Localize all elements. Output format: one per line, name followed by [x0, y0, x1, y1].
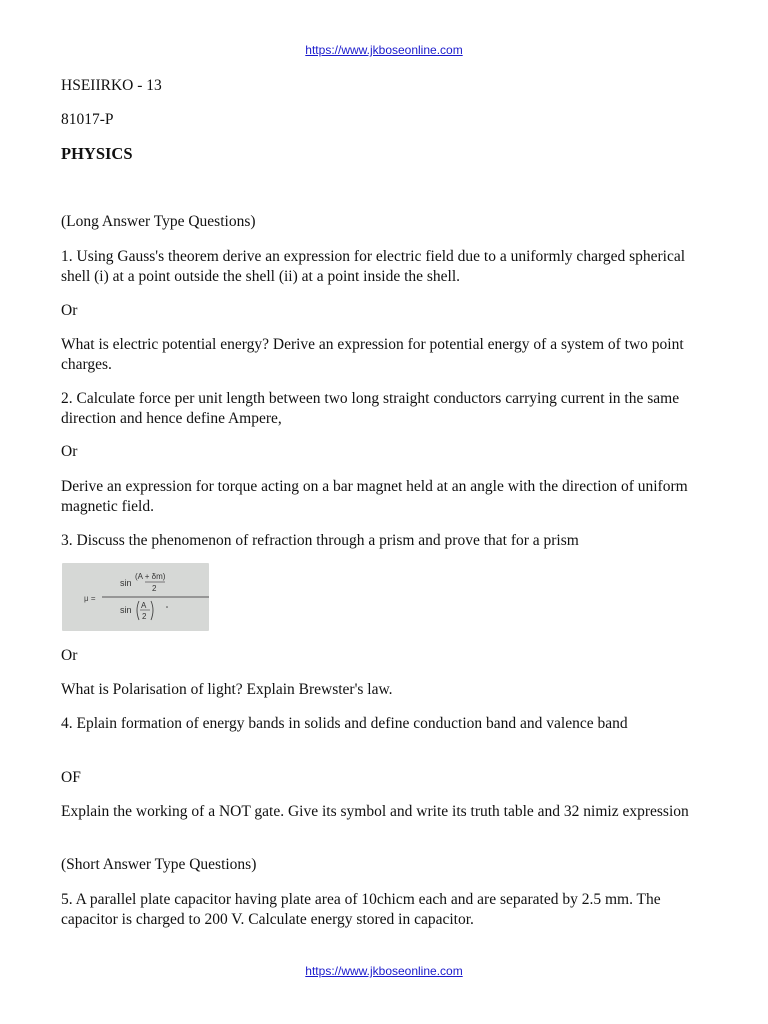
or-separator-1: Or — [61, 302, 78, 319]
formula-lhs: μ = — [84, 594, 96, 603]
formula-num-den: 2 — [152, 584, 157, 593]
formula-num-arg: (A + δm) — [135, 572, 166, 581]
or-separator-4: OF — [61, 769, 81, 786]
formula-den-num: A — [141, 601, 147, 610]
paper-id: 81017-P — [61, 111, 114, 128]
section-heading-short: (Short Answer Type Questions) — [61, 856, 257, 873]
exam-code: HSEIIRKO - 13 — [61, 77, 162, 94]
section-heading-long: (Long Answer Type Questions) — [61, 213, 256, 230]
or-separator-2: Or — [61, 443, 78, 460]
subject-title: PHYSICS — [61, 144, 133, 163]
header-link[interactable]: https://www.jkboseonline.com — [305, 43, 463, 57]
question-1-alternative: What is electric potential energy? Derive an expression for potential energy of a system of two point charges. — [61, 336, 684, 373]
question-2: 2. Calculate force per unit length between two long straight conductors carrying current in the same direction and hence define Ampere, — [61, 390, 680, 427]
question-1: 1. Using Gauss's theorem derive an expression for electric field due to a uniformly charged spherical shell (i) at a point outside the shell (ii) at a point inside the shell. — [61, 248, 686, 285]
formula-num-fn: sin — [120, 578, 132, 588]
question-3: 3. Discuss the phenomenon of refraction through a prism and prove that for a prism — [61, 532, 579, 549]
question-4: 4. Eplain formation of energy bands in solids and define conduction band and valence band — [61, 715, 628, 732]
formula-den-den: 2 — [142, 612, 147, 621]
question-2-alternative: Derive an expression for torque acting on a bar magnet held at an angle with the direction of uniform magnetic field. — [61, 478, 688, 515]
or-separator-3: Or — [61, 647, 78, 664]
prism-formula — [62, 563, 209, 631]
prism-formula-image — [62, 563, 209, 631]
formula-den-fn: sin — [120, 605, 132, 615]
footer-link[interactable]: https://www.jkboseonline.com — [305, 964, 463, 978]
question-5: 5. A parallel plate capacitor having plate area of 10chicm each and are separated by 2.5 mm. The capacitor is charged to 200 V. Calculate energy stored in capacitor. — [61, 891, 661, 928]
question-3-alternative: What is Polarisation of light? Explain Brewster's law. — [61, 681, 393, 698]
question-4-alternative: Explain the working of a NOT gate. Give its symbol and write its truth table and 32 nimiz expression — [61, 803, 689, 820]
